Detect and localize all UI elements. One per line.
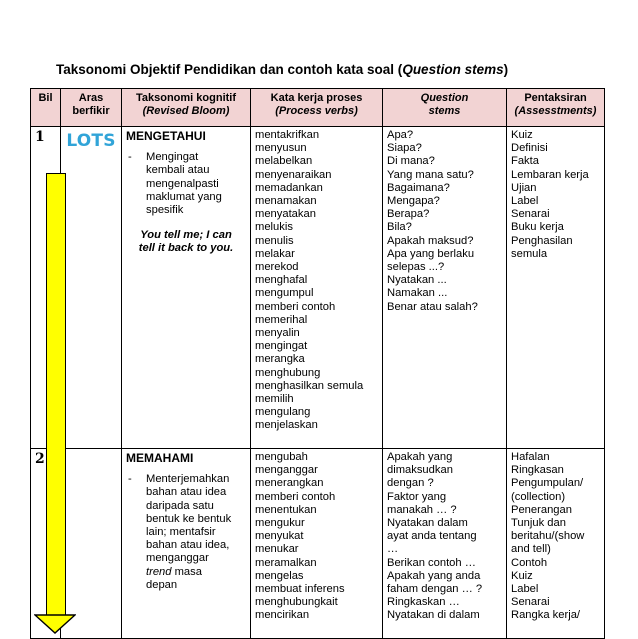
- header-question-stems: Question stems: [383, 89, 507, 127]
- list-item: menghasilkan semula: [255, 379, 364, 392]
- list-item: menentukan: [255, 503, 317, 516]
- list-item: memerihal: [255, 313, 308, 326]
- header-kata-kerja: Kata kerja proses (Process verbs): [251, 89, 383, 127]
- taxonomy-table: [30, 88, 605, 639]
- list-item: Mengapa?: [387, 195, 440, 208]
- list-item: Definisi: [511, 142, 548, 155]
- aras-cell: [61, 449, 122, 639]
- list-item: menghubung: [255, 366, 321, 379]
- list-item: Ringkaskan …: [387, 596, 460, 609]
- list-item: menyatakan: [255, 208, 316, 221]
- list-item: Label: [511, 583, 539, 596]
- level-quote: [126, 229, 246, 255]
- level-description: Menterjemahkan bahan atau idea daripada satu bentuk ke bentuk lain; mentafsir bahan atau idea, menganggar trend masa depan: [146, 473, 246, 592]
- list-item: meramalkan: [255, 556, 317, 569]
- list-item: Contoh: [511, 556, 548, 569]
- page-title: Taksonomi Objektif Pendidikan dan contoh kata soal (Question stems): [56, 62, 509, 77]
- list-item: (collection): [511, 490, 566, 503]
- list-item: faham dengan … ?: [387, 583, 483, 596]
- taxonomy-cell: MENGETAHUI - Mengingat kembali atau mengenalpasti maklumat yang spesifik You tell me; I can tell it back to you.: [122, 127, 251, 449]
- list-item: menyenaraikan: [255, 168, 332, 181]
- process-verbs-list: [251, 127, 383, 449]
- list-item: Tunjuk dan: [511, 517, 566, 530]
- list-item: Namakan ...: [387, 287, 448, 300]
- list-item: menghubungkait: [255, 596, 338, 609]
- list-item: Fakta: [511, 155, 539, 168]
- list-item: merangka: [255, 353, 305, 366]
- list-item: Bila?: [387, 221, 412, 234]
- list-item: menganggar: [146, 552, 209, 565]
- list-item: Ringkasan: [511, 464, 564, 477]
- list-item: memadankan: [255, 181, 323, 194]
- list-item: …: [387, 543, 399, 556]
- list-item: menukar: [255, 543, 299, 556]
- list-item: Nyatakan dalam: [387, 517, 468, 530]
- row-number: 1: [31, 127, 61, 449]
- list-item: menulis: [255, 234, 294, 247]
- list-item: Senarai: [511, 596, 550, 609]
- thinking-level-arrow: [46, 173, 66, 620]
- list-item: Menterjemahkan: [146, 473, 230, 486]
- list-item: Apa?: [387, 129, 414, 141]
- list-item: memberi contoh: [255, 300, 336, 313]
- list-item: tell it back to you.: [138, 242, 234, 255]
- table-row: [31, 449, 605, 639]
- list-item: Hafalan: [511, 451, 550, 463]
- list-item: beritahu/(show: [511, 530, 585, 543]
- list-item: manakah … ?: [387, 503, 457, 516]
- list-item: selepas ...?: [387, 261, 445, 274]
- list-item: mengingat: [255, 340, 308, 353]
- list-item: mengulang: [255, 406, 311, 419]
- list-item: Buku kerja: [511, 221, 564, 234]
- assessments-list: [507, 449, 605, 639]
- list-item: Senarai: [511, 208, 550, 221]
- table-row: [31, 127, 605, 449]
- list-item: memberi contoh: [255, 490, 336, 503]
- list-item: menerangkan: [255, 477, 324, 490]
- list-item: Apakah maksud?: [387, 234, 474, 247]
- list-item: Kuiz: [511, 569, 533, 582]
- list-item: melukis: [255, 221, 293, 234]
- list-item: spesifik: [146, 204, 184, 217]
- list-item: mengenalpasti: [146, 177, 219, 190]
- level-name: MEMAHAMI: [126, 451, 194, 465]
- list-item: Berikan contoh …: [387, 556, 476, 569]
- list-item: memilih: [255, 393, 294, 406]
- header-aras: Aras berfikir: [61, 89, 122, 127]
- question-stems-list: [383, 449, 507, 639]
- list-item: dimaksudkan: [387, 464, 453, 477]
- list-item: menghafal: [255, 274, 308, 287]
- list-item: Nyatakan ...: [387, 274, 447, 287]
- list-item: semula: [511, 247, 548, 260]
- list-item: menyusun: [255, 142, 307, 155]
- list-item: membuat inferens: [255, 583, 345, 596]
- list-item: Faktor yang: [387, 490, 447, 503]
- list-item: melakar: [255, 247, 295, 260]
- list-item: and tell): [511, 543, 551, 556]
- process-verbs-list: [251, 449, 383, 639]
- list-item: menjelaskan: [255, 419, 318, 432]
- level-name: MENGETAHUI: [126, 129, 206, 143]
- list-item: maklumat yang: [146, 190, 222, 203]
- list-item: mengukur: [255, 517, 305, 530]
- list-item: mencirikan: [255, 609, 310, 622]
- list-item: menamakan: [255, 195, 317, 208]
- list-item: You tell me; I can: [140, 229, 232, 242]
- list-item: ayat anda tentang: [387, 530, 477, 543]
- list-item: Label: [511, 195, 539, 208]
- list-item: Mengingat: [146, 151, 199, 164]
- list-item: Kuiz: [511, 129, 533, 141]
- list-item: Apakah yang anda: [387, 569, 481, 582]
- list-item: Nyatakan di dalam: [387, 609, 480, 622]
- question-stems-list: [383, 127, 507, 449]
- list-item: Apa yang berlaku: [387, 247, 475, 260]
- list-item: mengubah: [255, 451, 308, 463]
- list-item: menganggar: [255, 464, 318, 477]
- list-item: Ujian: [511, 181, 537, 194]
- list-item: Yang mana satu?: [387, 168, 474, 181]
- list-item: Lembaran kerja: [511, 168, 589, 181]
- list-item: bahan atau idea: [146, 486, 227, 499]
- header-taksonomi: Taksonomi kognitif (Revised Bloom): [122, 89, 251, 127]
- list-item: daripada satu: [146, 499, 214, 512]
- list-item: bahan atau idea,: [146, 539, 230, 552]
- list-item: melabelkan: [255, 155, 313, 168]
- taxonomy-cell: MEMAHAMI - Menterjemahkan bahan atau idea daripada satu bentuk ke bentuk lain; mentafsir bahan atau idea, menganggar trend masa depan: [122, 449, 251, 639]
- table-header-row: [31, 89, 605, 127]
- list-item: Siapa?: [387, 142, 422, 155]
- list-item: Bagaimana?: [387, 181, 450, 194]
- header-pentaksiran: Pentaksiran (Assesstments): [507, 89, 605, 127]
- list-item: Benar atau salah?: [387, 300, 478, 313]
- list-item: bentuk ke bentuk: [146, 512, 232, 525]
- row-number: 2: [31, 449, 61, 639]
- list-item: mengelas: [255, 569, 304, 582]
- list-item: Pengumpulan/: [511, 477, 584, 490]
- assessments-list: [507, 127, 605, 449]
- header-bil: Bil: [31, 89, 61, 127]
- list-item: Di mana?: [387, 155, 435, 168]
- level-description: [146, 151, 246, 217]
- list-item: Rangka kerja/: [511, 609, 581, 622]
- list-item: menyalin: [255, 327, 300, 340]
- list-item: lain; mentafsir: [146, 526, 216, 539]
- list-item: menyukat: [255, 530, 304, 543]
- list-item: Berapa?: [387, 208, 430, 221]
- list-item: mengumpul: [255, 287, 314, 300]
- lots-label: LOTS: [66, 131, 116, 151]
- list-item: Penghasilan: [511, 234, 573, 247]
- list-item: dengan ?: [387, 477, 434, 490]
- list-item: mentakrifkan: [255, 129, 320, 141]
- list-item: merekod: [255, 261, 299, 274]
- aras-cell: [61, 127, 122, 449]
- list-item: kembali atau: [146, 164, 210, 177]
- list-item: Apakah yang: [387, 451, 453, 463]
- list-item: Penerangan: [511, 503, 572, 516]
